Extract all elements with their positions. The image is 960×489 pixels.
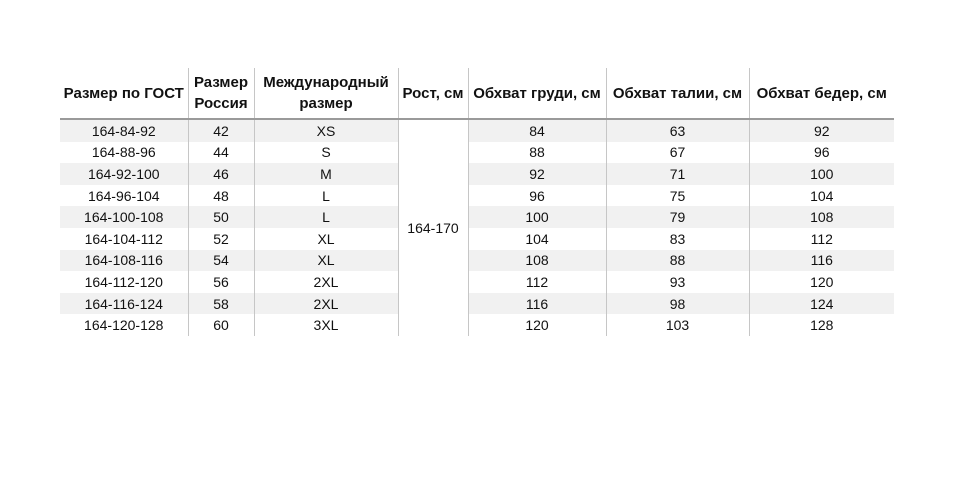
cell-international: XL <box>254 250 398 272</box>
cell-chest: 112 <box>468 271 606 293</box>
cell-hips: 112 <box>749 228 894 250</box>
cell-hips: 100 <box>749 163 894 185</box>
table-row <box>60 250 894 272</box>
cell-hips: 108 <box>749 206 894 228</box>
cell-chest: 120 <box>468 314 606 336</box>
cell-waist: 75 <box>606 185 749 207</box>
cell-hips: 116 <box>749 250 894 272</box>
table-row <box>60 185 894 207</box>
cell-international: XL <box>254 228 398 250</box>
table-row <box>60 228 894 250</box>
cell-gost: 164-100-108 <box>60 206 188 228</box>
header-russia-size <box>188 68 254 119</box>
cell-hips: 96 <box>749 142 894 164</box>
header-gost-size <box>60 68 188 119</box>
cell-chest: 104 <box>468 228 606 250</box>
cell-waist: 98 <box>606 293 749 315</box>
cell-waist: 83 <box>606 228 749 250</box>
size-chart-table <box>60 68 894 336</box>
cell-international: L <box>254 185 398 207</box>
cell-gost: 164-112-120 <box>84 273 163 290</box>
cell-international: XS <box>254 119 398 142</box>
cell-hips: 120 <box>749 271 894 293</box>
cell-russia: 56 <box>188 271 254 293</box>
header-height-label: Рост, см <box>402 84 464 102</box>
cell-gost: 164-104-112 <box>84 230 163 247</box>
table-row <box>60 293 894 315</box>
cell-waist: 63 <box>606 119 749 142</box>
cell-russia: 58 <box>188 293 254 315</box>
table-row <box>60 206 894 228</box>
header-hips-label: Обхват бедер, см <box>756 84 887 102</box>
cell-russia: 44 <box>188 142 254 164</box>
cell-gost: 164-84-92 <box>60 119 188 142</box>
header-intl-line2: размер <box>299 95 353 112</box>
table-row <box>60 119 894 142</box>
cell-waist: 103 <box>606 314 749 336</box>
cell-waist: 93 <box>606 271 749 293</box>
cell-gost: 164-96-104 <box>87 187 160 204</box>
cell-gost: 164-88-96 <box>91 144 156 161</box>
cell-chest: 108 <box>468 250 606 272</box>
cell-gost: 164-116-124 <box>60 293 188 315</box>
cell-international: L <box>254 206 398 228</box>
cell-russia: 46 <box>188 163 254 185</box>
cell-russia: 52 <box>188 228 254 250</box>
cell-international: 2XL <box>254 293 398 315</box>
cell-gost: 164-120-128 <box>84 317 164 334</box>
table-row <box>60 314 894 336</box>
table-row <box>60 163 894 185</box>
cell-international: S <box>254 142 398 164</box>
cell-gost: 164-108-116 <box>60 250 188 272</box>
cell-russia: 48 <box>188 185 254 207</box>
cell-russia: 42 <box>188 119 254 142</box>
cell-russia: 54 <box>188 250 254 272</box>
header-gost-label: Размер по ГОСТ <box>63 84 184 102</box>
header-hips <box>749 68 894 119</box>
cell-hips: 128 <box>749 314 894 336</box>
header-russia-line2: Россия <box>194 95 248 112</box>
cell-waist: 88 <box>606 250 749 272</box>
header-waist <box>606 68 749 119</box>
cell-international: 2XL <box>254 271 398 293</box>
header-intl-line1: Международный <box>263 74 389 91</box>
cell-gost: 164-92-100 <box>60 163 188 185</box>
table-row <box>60 271 894 293</box>
header-height <box>398 68 468 119</box>
cell-russia: 50 <box>188 206 254 228</box>
cell-chest: 92 <box>468 163 606 185</box>
cell-chest: 116 <box>468 293 606 315</box>
cell-waist: 67 <box>606 142 749 164</box>
header-russia-line1: Размер <box>193 74 249 91</box>
header-chest-label: Обхват груди, см <box>473 84 601 102</box>
header-waist-label: Обхват талии, см <box>612 84 743 102</box>
cell-international: M <box>254 163 398 185</box>
cell-chest: 84 <box>468 119 606 142</box>
cell-hips: 124 <box>749 293 894 315</box>
cell-height-merged: 164-170 <box>398 119 468 336</box>
cell-hips: 92 <box>749 119 894 142</box>
cell-waist: 71 <box>606 163 749 185</box>
cell-hips: 104 <box>749 185 894 207</box>
cell-chest: 100 <box>468 206 606 228</box>
cell-russia: 60 <box>188 314 254 336</box>
table-row <box>60 142 894 164</box>
cell-chest: 88 <box>468 142 606 164</box>
header-international-size <box>254 68 398 119</box>
header-row <box>60 68 894 119</box>
cell-waist: 79 <box>606 206 749 228</box>
cell-international: 3XL <box>254 314 398 336</box>
header-chest <box>468 68 606 119</box>
cell-chest: 96 <box>468 185 606 207</box>
